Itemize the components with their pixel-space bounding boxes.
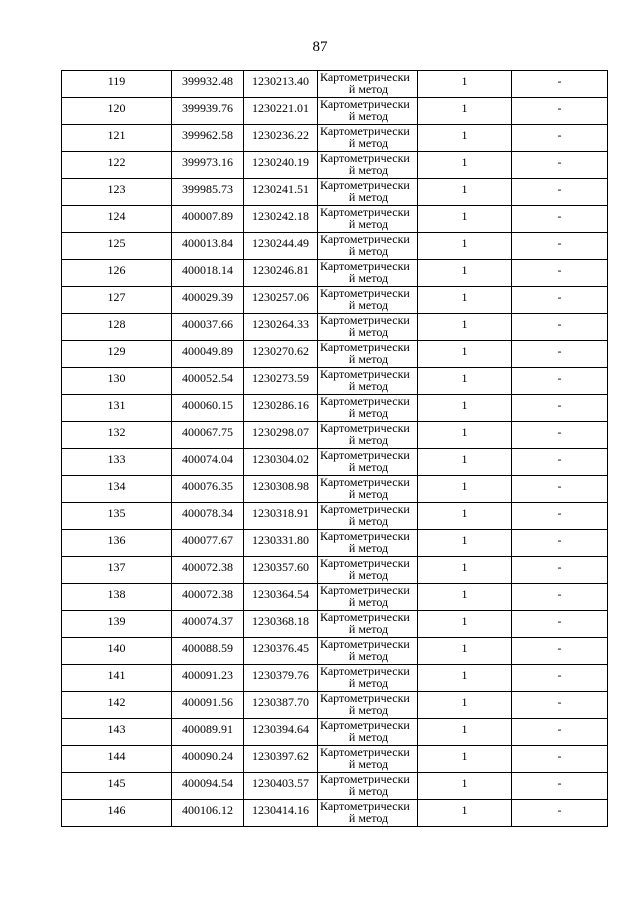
point-number-cell: 133 bbox=[62, 449, 172, 476]
point-number-cell: 145 bbox=[62, 773, 172, 800]
method-line-1: Картометрически bbox=[320, 259, 410, 273]
x-coordinate-cell: 400078.34 bbox=[172, 503, 244, 530]
method-line-2: й метод bbox=[348, 352, 389, 366]
method-line-1: Картометрически bbox=[320, 610, 410, 624]
method-line-1: Картометрически bbox=[320, 691, 410, 705]
method-line-2: й метод bbox=[348, 460, 389, 474]
x-coordinate-cell: 400106.12 bbox=[172, 800, 244, 827]
method-line-2: й метод bbox=[348, 244, 389, 258]
method-cell bbox=[318, 233, 418, 260]
description-cell: - bbox=[512, 260, 608, 287]
method-line-1: Картометрически bbox=[320, 394, 410, 408]
table-row bbox=[62, 314, 608, 341]
table-row bbox=[62, 638, 608, 665]
x-coordinate-cell: 400091.23 bbox=[172, 665, 244, 692]
point-number-cell: 131 bbox=[62, 395, 172, 422]
precision-cell: 1 bbox=[418, 233, 512, 260]
x-coordinate-cell: 400018.14 bbox=[172, 260, 244, 287]
y-coordinate-cell: 1230379.76 bbox=[244, 665, 318, 692]
x-coordinate-cell: 400060.15 bbox=[172, 395, 244, 422]
table-row bbox=[62, 341, 608, 368]
precision-cell: 1 bbox=[418, 422, 512, 449]
y-coordinate-cell: 1230357.60 bbox=[244, 557, 318, 584]
method-cell bbox=[318, 638, 418, 665]
table-row bbox=[62, 449, 608, 476]
method-line-1: Картометрически bbox=[320, 556, 410, 570]
method-line-1: Картометрически bbox=[320, 745, 410, 759]
y-coordinate-cell: 1230387.70 bbox=[244, 692, 318, 719]
method-line-1: Картометрически bbox=[320, 502, 410, 516]
y-coordinate-cell: 1230241.51 bbox=[244, 179, 318, 206]
description-cell: - bbox=[512, 206, 608, 233]
method-cell bbox=[318, 611, 418, 638]
method-line-2: й метод bbox=[348, 541, 389, 555]
x-coordinate-cell: 399939.76 bbox=[172, 98, 244, 125]
x-coordinate-cell: 400094.54 bbox=[172, 773, 244, 800]
table-row bbox=[62, 422, 608, 449]
point-number-cell: 134 bbox=[62, 476, 172, 503]
table-row bbox=[62, 773, 608, 800]
method-line-2: й метод bbox=[348, 325, 389, 339]
x-coordinate-cell: 400037.66 bbox=[172, 314, 244, 341]
precision-cell: 1 bbox=[418, 503, 512, 530]
method-line-2: й метод bbox=[348, 487, 389, 501]
description-cell: - bbox=[512, 314, 608, 341]
method-cell bbox=[318, 692, 418, 719]
method-line-2: й метод bbox=[348, 514, 389, 528]
page-number: 87 bbox=[312, 39, 328, 55]
y-coordinate-cell: 1230264.33 bbox=[244, 314, 318, 341]
precision-cell: 1 bbox=[418, 71, 512, 98]
method-line-2: й метод bbox=[348, 757, 389, 771]
method-line-2: й метод bbox=[348, 433, 389, 447]
point-number-cell: 132 bbox=[62, 422, 172, 449]
method-line-1: Картометрически bbox=[320, 97, 410, 111]
point-number-cell: 143 bbox=[62, 719, 172, 746]
method-line-2: й метод bbox=[348, 649, 389, 663]
point-number-cell: 120 bbox=[62, 98, 172, 125]
method-line-1: Картометрически bbox=[320, 475, 410, 489]
method-line-1: Картометрически bbox=[320, 178, 410, 192]
x-coordinate-cell: 400091.56 bbox=[172, 692, 244, 719]
method-line-1: Картометрически bbox=[320, 151, 410, 165]
method-line-1: Картометрически bbox=[320, 583, 410, 597]
x-coordinate-cell: 400089.91 bbox=[172, 719, 244, 746]
method-line-1: Картометрически bbox=[320, 340, 410, 354]
point-number-cell: 140 bbox=[62, 638, 172, 665]
x-coordinate-cell: 400067.75 bbox=[172, 422, 244, 449]
description-cell: - bbox=[512, 665, 608, 692]
method-line-2: й метод bbox=[348, 622, 389, 636]
method-cell bbox=[318, 341, 418, 368]
table-row bbox=[62, 179, 608, 206]
table-row bbox=[62, 71, 608, 98]
method-line-2: й метод bbox=[348, 82, 389, 96]
y-coordinate-cell: 1230304.02 bbox=[244, 449, 318, 476]
method-line-2: й метод bbox=[348, 568, 389, 582]
table-row bbox=[62, 611, 608, 638]
y-coordinate-cell: 1230240.19 bbox=[244, 152, 318, 179]
method-line-1: Картометрически bbox=[320, 637, 410, 651]
description-cell: - bbox=[512, 233, 608, 260]
method-cell bbox=[318, 368, 418, 395]
x-coordinate-cell: 400007.89 bbox=[172, 206, 244, 233]
table-row bbox=[62, 719, 608, 746]
point-number-cell: 127 bbox=[62, 287, 172, 314]
method-cell bbox=[318, 287, 418, 314]
method-cell bbox=[318, 503, 418, 530]
point-number-cell: 130 bbox=[62, 368, 172, 395]
precision-cell: 1 bbox=[418, 719, 512, 746]
method-cell bbox=[318, 449, 418, 476]
description-cell: - bbox=[512, 638, 608, 665]
y-coordinate-cell: 1230376.45 bbox=[244, 638, 318, 665]
y-coordinate-cell: 1230221.01 bbox=[244, 98, 318, 125]
method-line-2: й метод bbox=[348, 298, 389, 312]
x-coordinate-cell: 399985.73 bbox=[172, 179, 244, 206]
point-number-cell: 144 bbox=[62, 746, 172, 773]
method-cell bbox=[318, 179, 418, 206]
precision-cell: 1 bbox=[418, 98, 512, 125]
method-cell bbox=[318, 665, 418, 692]
method-line-2: й метод bbox=[348, 379, 389, 393]
method-line-2: й метод bbox=[348, 190, 389, 204]
point-number-cell: 125 bbox=[62, 233, 172, 260]
y-coordinate-cell: 1230308.98 bbox=[244, 476, 318, 503]
y-coordinate-cell: 1230242.18 bbox=[244, 206, 318, 233]
table-row bbox=[62, 557, 608, 584]
description-cell: - bbox=[512, 449, 608, 476]
description-cell: - bbox=[512, 584, 608, 611]
description-cell: - bbox=[512, 341, 608, 368]
method-line-2: й метод bbox=[348, 811, 389, 825]
method-cell bbox=[318, 260, 418, 287]
precision-cell: 1 bbox=[418, 449, 512, 476]
description-cell: - bbox=[512, 476, 608, 503]
x-coordinate-cell: 400074.37 bbox=[172, 611, 244, 638]
method-line-2: й метод bbox=[348, 406, 389, 420]
x-coordinate-cell: 399932.48 bbox=[172, 71, 244, 98]
description-cell: - bbox=[512, 287, 608, 314]
method-line-1: Картометрически bbox=[320, 205, 410, 219]
method-line-2: й метод bbox=[348, 784, 389, 798]
y-coordinate-cell: 1230368.18 bbox=[244, 611, 318, 638]
precision-cell: 1 bbox=[418, 692, 512, 719]
y-coordinate-cell: 1230331.80 bbox=[244, 530, 318, 557]
table-row bbox=[62, 152, 608, 179]
method-cell bbox=[318, 98, 418, 125]
description-cell: - bbox=[512, 692, 608, 719]
method-line-1: Картометрически bbox=[320, 313, 410, 327]
method-line-1: Картометрически bbox=[320, 718, 410, 732]
table-row bbox=[62, 125, 608, 152]
point-number-cell: 126 bbox=[62, 260, 172, 287]
method-cell bbox=[318, 152, 418, 179]
precision-cell: 1 bbox=[418, 476, 512, 503]
x-coordinate-cell: 399973.16 bbox=[172, 152, 244, 179]
method-line-1: Картометрически bbox=[320, 448, 410, 462]
point-number-cell: 136 bbox=[62, 530, 172, 557]
method-line-2: й метод bbox=[348, 217, 389, 231]
table-row bbox=[62, 584, 608, 611]
y-coordinate-cell: 1230397.62 bbox=[244, 746, 318, 773]
table-row bbox=[62, 233, 608, 260]
method-line-2: й метод bbox=[348, 109, 389, 123]
point-number-cell: 146 bbox=[62, 800, 172, 827]
description-cell: - bbox=[512, 611, 608, 638]
method-line-2: й метод bbox=[348, 730, 389, 744]
method-line-1: Картометрически bbox=[320, 529, 410, 543]
table-row bbox=[62, 503, 608, 530]
description-cell: - bbox=[512, 179, 608, 206]
table-row bbox=[62, 395, 608, 422]
precision-cell: 1 bbox=[418, 746, 512, 773]
x-coordinate-cell: 400072.38 bbox=[172, 557, 244, 584]
precision-cell: 1 bbox=[418, 584, 512, 611]
method-cell bbox=[318, 557, 418, 584]
description-cell: - bbox=[512, 395, 608, 422]
x-coordinate-cell: 400074.04 bbox=[172, 449, 244, 476]
x-coordinate-cell: 400049.89 bbox=[172, 341, 244, 368]
point-number-cell: 141 bbox=[62, 665, 172, 692]
precision-cell: 1 bbox=[418, 314, 512, 341]
y-coordinate-cell: 1230364.54 bbox=[244, 584, 318, 611]
coordinates-table-body bbox=[62, 71, 608, 827]
x-coordinate-cell: 400090.24 bbox=[172, 746, 244, 773]
method-cell bbox=[318, 206, 418, 233]
precision-cell: 1 bbox=[418, 773, 512, 800]
x-coordinate-cell: 400076.35 bbox=[172, 476, 244, 503]
y-coordinate-cell: 1230394.64 bbox=[244, 719, 318, 746]
point-number-cell: 122 bbox=[62, 152, 172, 179]
y-coordinate-cell: 1230403.57 bbox=[244, 773, 318, 800]
description-cell: - bbox=[512, 152, 608, 179]
table-row bbox=[62, 206, 608, 233]
precision-cell: 1 bbox=[418, 800, 512, 827]
method-line-2: й метод bbox=[348, 703, 389, 717]
point-number-cell: 138 bbox=[62, 584, 172, 611]
method-line-1: Картометрически bbox=[320, 286, 410, 300]
precision-cell: 1 bbox=[418, 530, 512, 557]
precision-cell: 1 bbox=[418, 179, 512, 206]
method-line-1: Картометрически bbox=[320, 664, 410, 678]
precision-cell: 1 bbox=[418, 665, 512, 692]
y-coordinate-cell: 1230244.49 bbox=[244, 233, 318, 260]
description-cell: - bbox=[512, 530, 608, 557]
y-coordinate-cell: 1230257.06 bbox=[244, 287, 318, 314]
precision-cell: 1 bbox=[418, 125, 512, 152]
table-row bbox=[62, 665, 608, 692]
point-number-cell: 124 bbox=[62, 206, 172, 233]
y-coordinate-cell: 1230298.07 bbox=[244, 422, 318, 449]
method-line-2: й метод bbox=[348, 136, 389, 150]
description-cell: - bbox=[512, 746, 608, 773]
point-number-cell: 128 bbox=[62, 314, 172, 341]
method-line-1: Картометрически bbox=[320, 367, 410, 381]
method-line-1: Картометрически bbox=[320, 232, 410, 246]
method-cell bbox=[318, 476, 418, 503]
description-cell: - bbox=[512, 773, 608, 800]
method-line-1: Картометрически bbox=[320, 421, 410, 435]
x-coordinate-cell: 400088.59 bbox=[172, 638, 244, 665]
description-cell: - bbox=[512, 125, 608, 152]
precision-cell: 1 bbox=[418, 287, 512, 314]
precision-cell: 1 bbox=[418, 395, 512, 422]
method-cell bbox=[318, 584, 418, 611]
point-number-cell: 123 bbox=[62, 179, 172, 206]
description-cell: - bbox=[512, 98, 608, 125]
x-coordinate-cell: 400072.38 bbox=[172, 584, 244, 611]
table-row bbox=[62, 287, 608, 314]
method-cell bbox=[318, 746, 418, 773]
table-row bbox=[62, 260, 608, 287]
method-line-1: Картометрически bbox=[320, 124, 410, 138]
method-line-2: й метод bbox=[348, 271, 389, 285]
method-cell bbox=[318, 422, 418, 449]
method-cell bbox=[318, 71, 418, 98]
method-cell bbox=[318, 395, 418, 422]
description-cell: - bbox=[512, 800, 608, 827]
x-coordinate-cell: 400052.54 bbox=[172, 368, 244, 395]
method-line-1: Картометрически bbox=[320, 799, 410, 813]
y-coordinate-cell: 1230318.91 bbox=[244, 503, 318, 530]
point-number-cell: 142 bbox=[62, 692, 172, 719]
precision-cell: 1 bbox=[418, 557, 512, 584]
method-line-1: Картометрически bbox=[320, 772, 410, 786]
y-coordinate-cell: 1230213.40 bbox=[244, 71, 318, 98]
point-number-cell: 119 bbox=[62, 71, 172, 98]
method-line-2: й метод bbox=[348, 676, 389, 690]
table-row bbox=[62, 530, 608, 557]
method-cell bbox=[318, 800, 418, 827]
x-coordinate-cell: 399962.58 bbox=[172, 125, 244, 152]
y-coordinate-cell: 1230270.62 bbox=[244, 341, 318, 368]
table-row bbox=[62, 476, 608, 503]
precision-cell: 1 bbox=[418, 611, 512, 638]
table-row bbox=[62, 746, 608, 773]
method-line-2: й метод bbox=[348, 595, 389, 609]
y-coordinate-cell: 1230273.59 bbox=[244, 368, 318, 395]
method-cell bbox=[318, 719, 418, 746]
precision-cell: 1 bbox=[418, 368, 512, 395]
point-number-cell: 129 bbox=[62, 341, 172, 368]
method-cell bbox=[318, 125, 418, 152]
x-coordinate-cell: 400077.67 bbox=[172, 530, 244, 557]
y-coordinate-cell: 1230414.16 bbox=[244, 800, 318, 827]
coordinates-table bbox=[61, 70, 608, 827]
x-coordinate-cell: 400029.39 bbox=[172, 287, 244, 314]
method-line-2: й метод bbox=[348, 163, 389, 177]
point-number-cell: 137 bbox=[62, 557, 172, 584]
table-row bbox=[62, 800, 608, 827]
point-number-cell: 121 bbox=[62, 125, 172, 152]
y-coordinate-cell: 1230246.81 bbox=[244, 260, 318, 287]
description-cell: - bbox=[512, 422, 608, 449]
point-number-cell: 135 bbox=[62, 503, 172, 530]
table-row bbox=[62, 368, 608, 395]
x-coordinate-cell: 400013.84 bbox=[172, 233, 244, 260]
precision-cell: 1 bbox=[418, 341, 512, 368]
precision-cell: 1 bbox=[418, 206, 512, 233]
method-cell bbox=[318, 314, 418, 341]
precision-cell: 1 bbox=[418, 638, 512, 665]
y-coordinate-cell: 1230236.22 bbox=[244, 125, 318, 152]
method-cell bbox=[318, 530, 418, 557]
description-cell: - bbox=[512, 71, 608, 98]
description-cell: - bbox=[512, 719, 608, 746]
precision-cell: 1 bbox=[418, 260, 512, 287]
description-cell: - bbox=[512, 503, 608, 530]
point-number-cell: 139 bbox=[62, 611, 172, 638]
description-cell: - bbox=[512, 368, 608, 395]
table-row bbox=[62, 98, 608, 125]
precision-cell: 1 bbox=[418, 152, 512, 179]
description-cell: - bbox=[512, 557, 608, 584]
y-coordinate-cell: 1230286.16 bbox=[244, 395, 318, 422]
method-line-1: Картометрически bbox=[320, 70, 410, 84]
table-row bbox=[62, 692, 608, 719]
method-cell bbox=[318, 773, 418, 800]
